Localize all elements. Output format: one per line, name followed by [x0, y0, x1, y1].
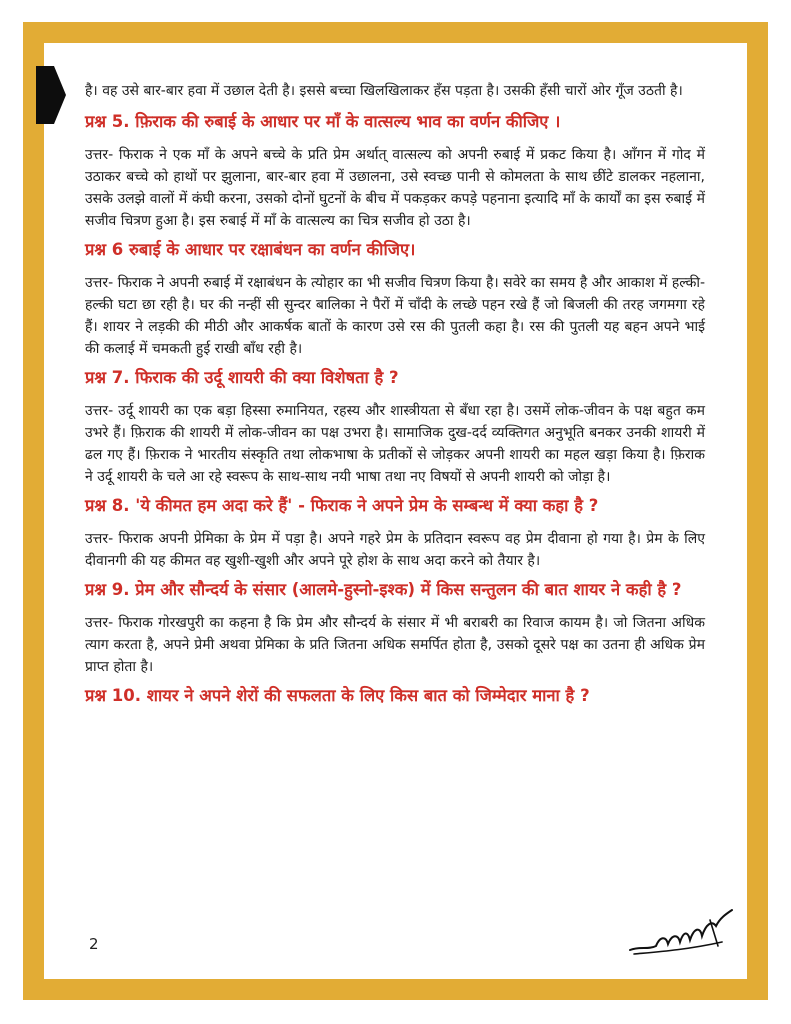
question-5: प्रश्न 5. फ़िराक की रुबाई के आधार पर माँ के वात्सल्य भाव का वर्णन कीजिए ।: [85, 112, 561, 131]
page-content: [85, 80, 705, 710]
answer-9: उत्तर- फिराक गोरखपुरी का कहना है कि प्रेम और सौन्दर्य के संसार में भी बराबरी का रिवाज कायम है। जो जितना अधिक त्याग करता है, अपने प्रेमी अथवा प्रेमिका के प्रति जितना अधिक समर्पित होता है, उसको दूसरे पक्ष का उतना ही अधिक प्रेम प्राप्त होता है।: [85, 615, 705, 675]
answer-5: उत्तर- फिराक ने एक माँ के अपने बच्चे के प्रति प्रेम अर्थात् वात्सल्य को अपनी रुबाई में प्रकट किया है। आँगन में गोद में उठाकर बच्चे को हाथों पर झुलाना, बार-बार हवा में उछालना, उसे स्वच्छ पानी से कोमलता के साथ छींटे डालकर नहलाना, उसके उलझे वालों में कंघी करना, उसको दोनों घुटनों के बीच में पकड़कर कपड़े पहनाना इत्यादि माँ के कार्यों का इस रुबाई में सजीव चित्रण हुआ है। इस रुबाई में माँ के वात्सल्य का चित्र सजीव हो उठा है।: [85, 147, 705, 229]
question-6: प्रश्न 6 रुबाई के आधार पर रक्षाबंधन का वर्णन कीजिए।: [85, 240, 416, 259]
question-8: प्रश्न 8. 'ये कीमत हम अदा करे हैं' - फिराक ने अपने प्रेम के सम्बन्ध में क्या कहा है ?: [85, 496, 599, 515]
handwritten-signature: [626, 906, 736, 958]
question-10: प्रश्न 10. शायर ने अपने शेरों की सफलता के लिए किस बात को जिम्मेदार माना है ?: [85, 686, 590, 705]
page-number: 2: [89, 935, 99, 953]
question-7: प्रश्न 7. फिराक की उर्दू शायरी की क्या विशेषता है ?: [85, 368, 399, 387]
answer-8: उत्तर- फिराक अपनी प्रेमिका के प्रेम में पड़ा है। अपने गहरे प्रेम के प्रतिदान स्वरूप वह प्रेम दीवाना हो गया है। प्रेम के लिए दीवानगी की यह कीमत वह खुशी-खुशी और अपने पूरे होश के साथ अदा करने को तैयार है।: [85, 531, 705, 569]
answer-6: उत्तर- फिराक ने अपनी रुबाई में रक्षाबंधन के त्योहार का भी सजीव चित्रण किया है। सवेरे का समय है और आकाश में हल्की-हल्की घटा छा रही है। घर की नन्हीं सी सुन्दर बालिका ने पैरों में चाँदी के लच्छे पहन रखे हैं जो बिजली की तरह जगमगा रहे हैं। शायर ने लड़की की मीठी और आकर्षक बातों के कारण उसे रस की पुतली कहा है। रस की पुतली यह बहन अपने भाई की कलाई में चमकती हुई राखी बाँध रही है।: [85, 275, 706, 357]
question-9: प्रश्न 9. प्रेम और सौन्दर्य के संसार (आलमे-हुस्नो-इश्क) में किस सन्तुलन की बात शायर ने कही है ?: [85, 580, 682, 599]
answer-7: उत्तर- उर्दू शायरी का एक बड़ा हिस्सा रुमानियत, रहस्य और शास्त्रीयता से बँधा रहा है। उसमें लोक-जीवन के पक्ष बहुत कम उभरे हैं। फ़िराक की शायरी में लोक-जीवन का पक्ष उभरा है। सामाजिक दुख-दर्द व्यक्तिगत अनुभूति बनकर उनकी शायरी में ढल गए हैं। फ़िराक ने भारतीय संस्कृति तथा लोकभाषा के प्रतीकों से जोड़कर अपनी शायरी का महल खड़ा किया है। फ़िराक ने उर्दू शायरी के चले आ रहे स्वरूप के साथ-साथ नयी भाषा तथा नए विषयों से अपनी शायरी को जोड़ा है।: [85, 403, 705, 485]
answer-continued: है। वह उसे बार-बार हवा में उछाल देती है। इससे बच्चा खिलखिलाकर हँस पड़ता है। उसकी हँसी चारों ओर गूँज उठती है।: [85, 83, 683, 99]
